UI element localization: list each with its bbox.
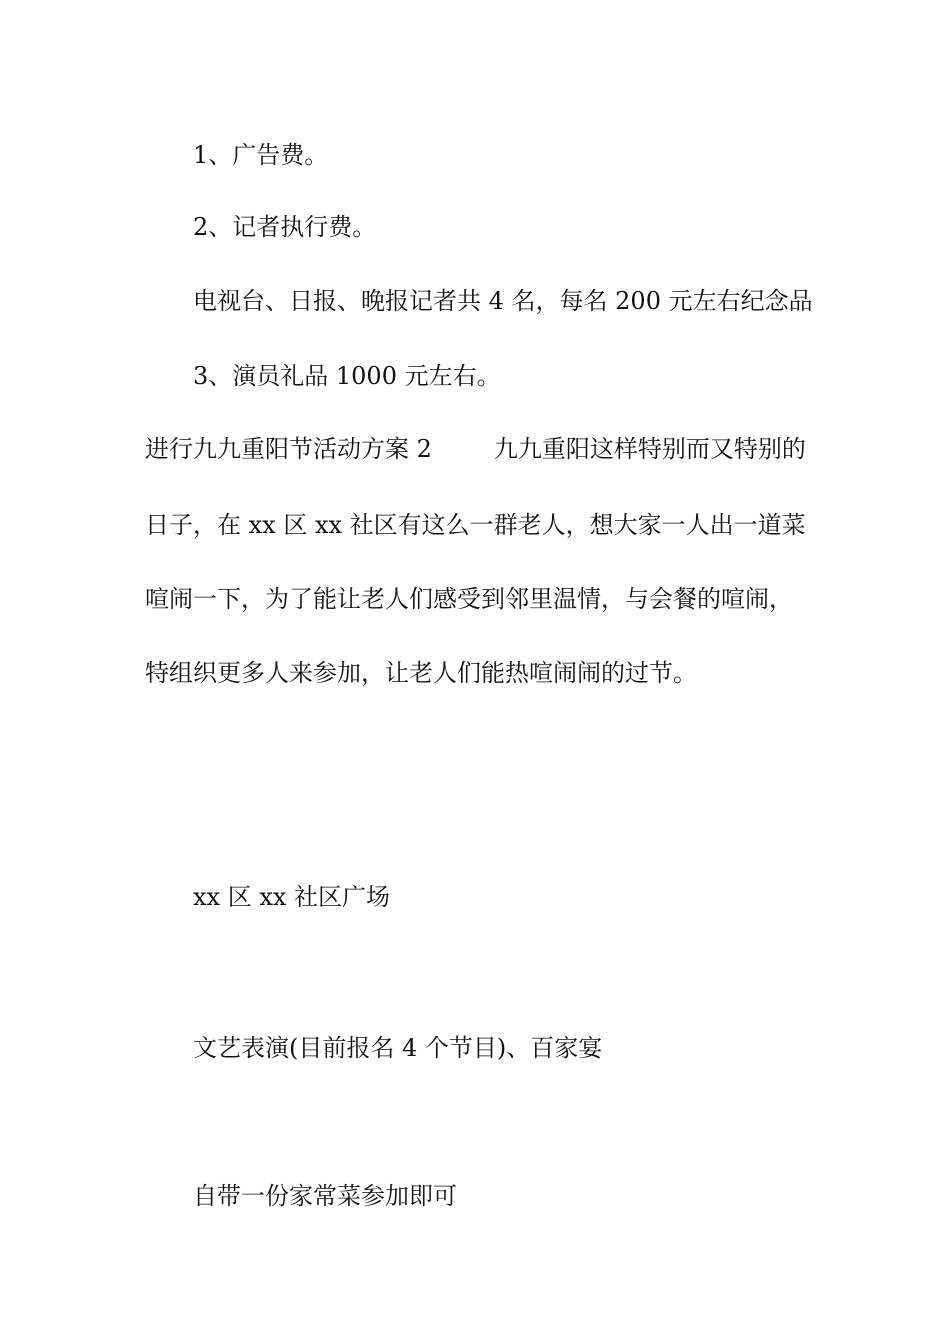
plan2-program: 文艺表演(目前报名 4 个节目)、百家宴 <box>193 1034 603 1062</box>
plan2-venue: xx 区 xx 社区广场 <box>193 883 391 911</box>
plan2-paragraph-line-2: 日子，在 xx 区 xx 社区有这么一群老人，想大家一人出一道菜 <box>145 511 806 539</box>
item-reporter-detail: 电视台、日报、晚报记者共 4 名，每名 200 元左右纪念品 <box>193 287 813 315</box>
item-reporter-fee: 2、记者执行费。 <box>193 213 377 241</box>
plan2-heading: 进行九九重阳节活动方案 2 <box>145 435 432 463</box>
item-actor-gifts: 3、演员礼品 1000 元左右。 <box>193 362 501 390</box>
plan2-paragraph-line-3: 喧闹一下，为了能让老人们感受到邻里温情，与会餐的喧闹， <box>145 585 793 613</box>
plan2-first-line <box>145 437 806 461</box>
plan2-paragraph-line-4: 特组织更多人来参加，让老人们能热喧闹闹的过节。 <box>145 659 697 687</box>
plan2-requirement: 自带一份家常菜参加即可 <box>193 1182 457 1210</box>
item-ad-fee: 1、广告费。 <box>193 141 329 169</box>
plan2-paragraph-line-1: 九九重阳这样特别而又特别的 <box>493 435 806 463</box>
